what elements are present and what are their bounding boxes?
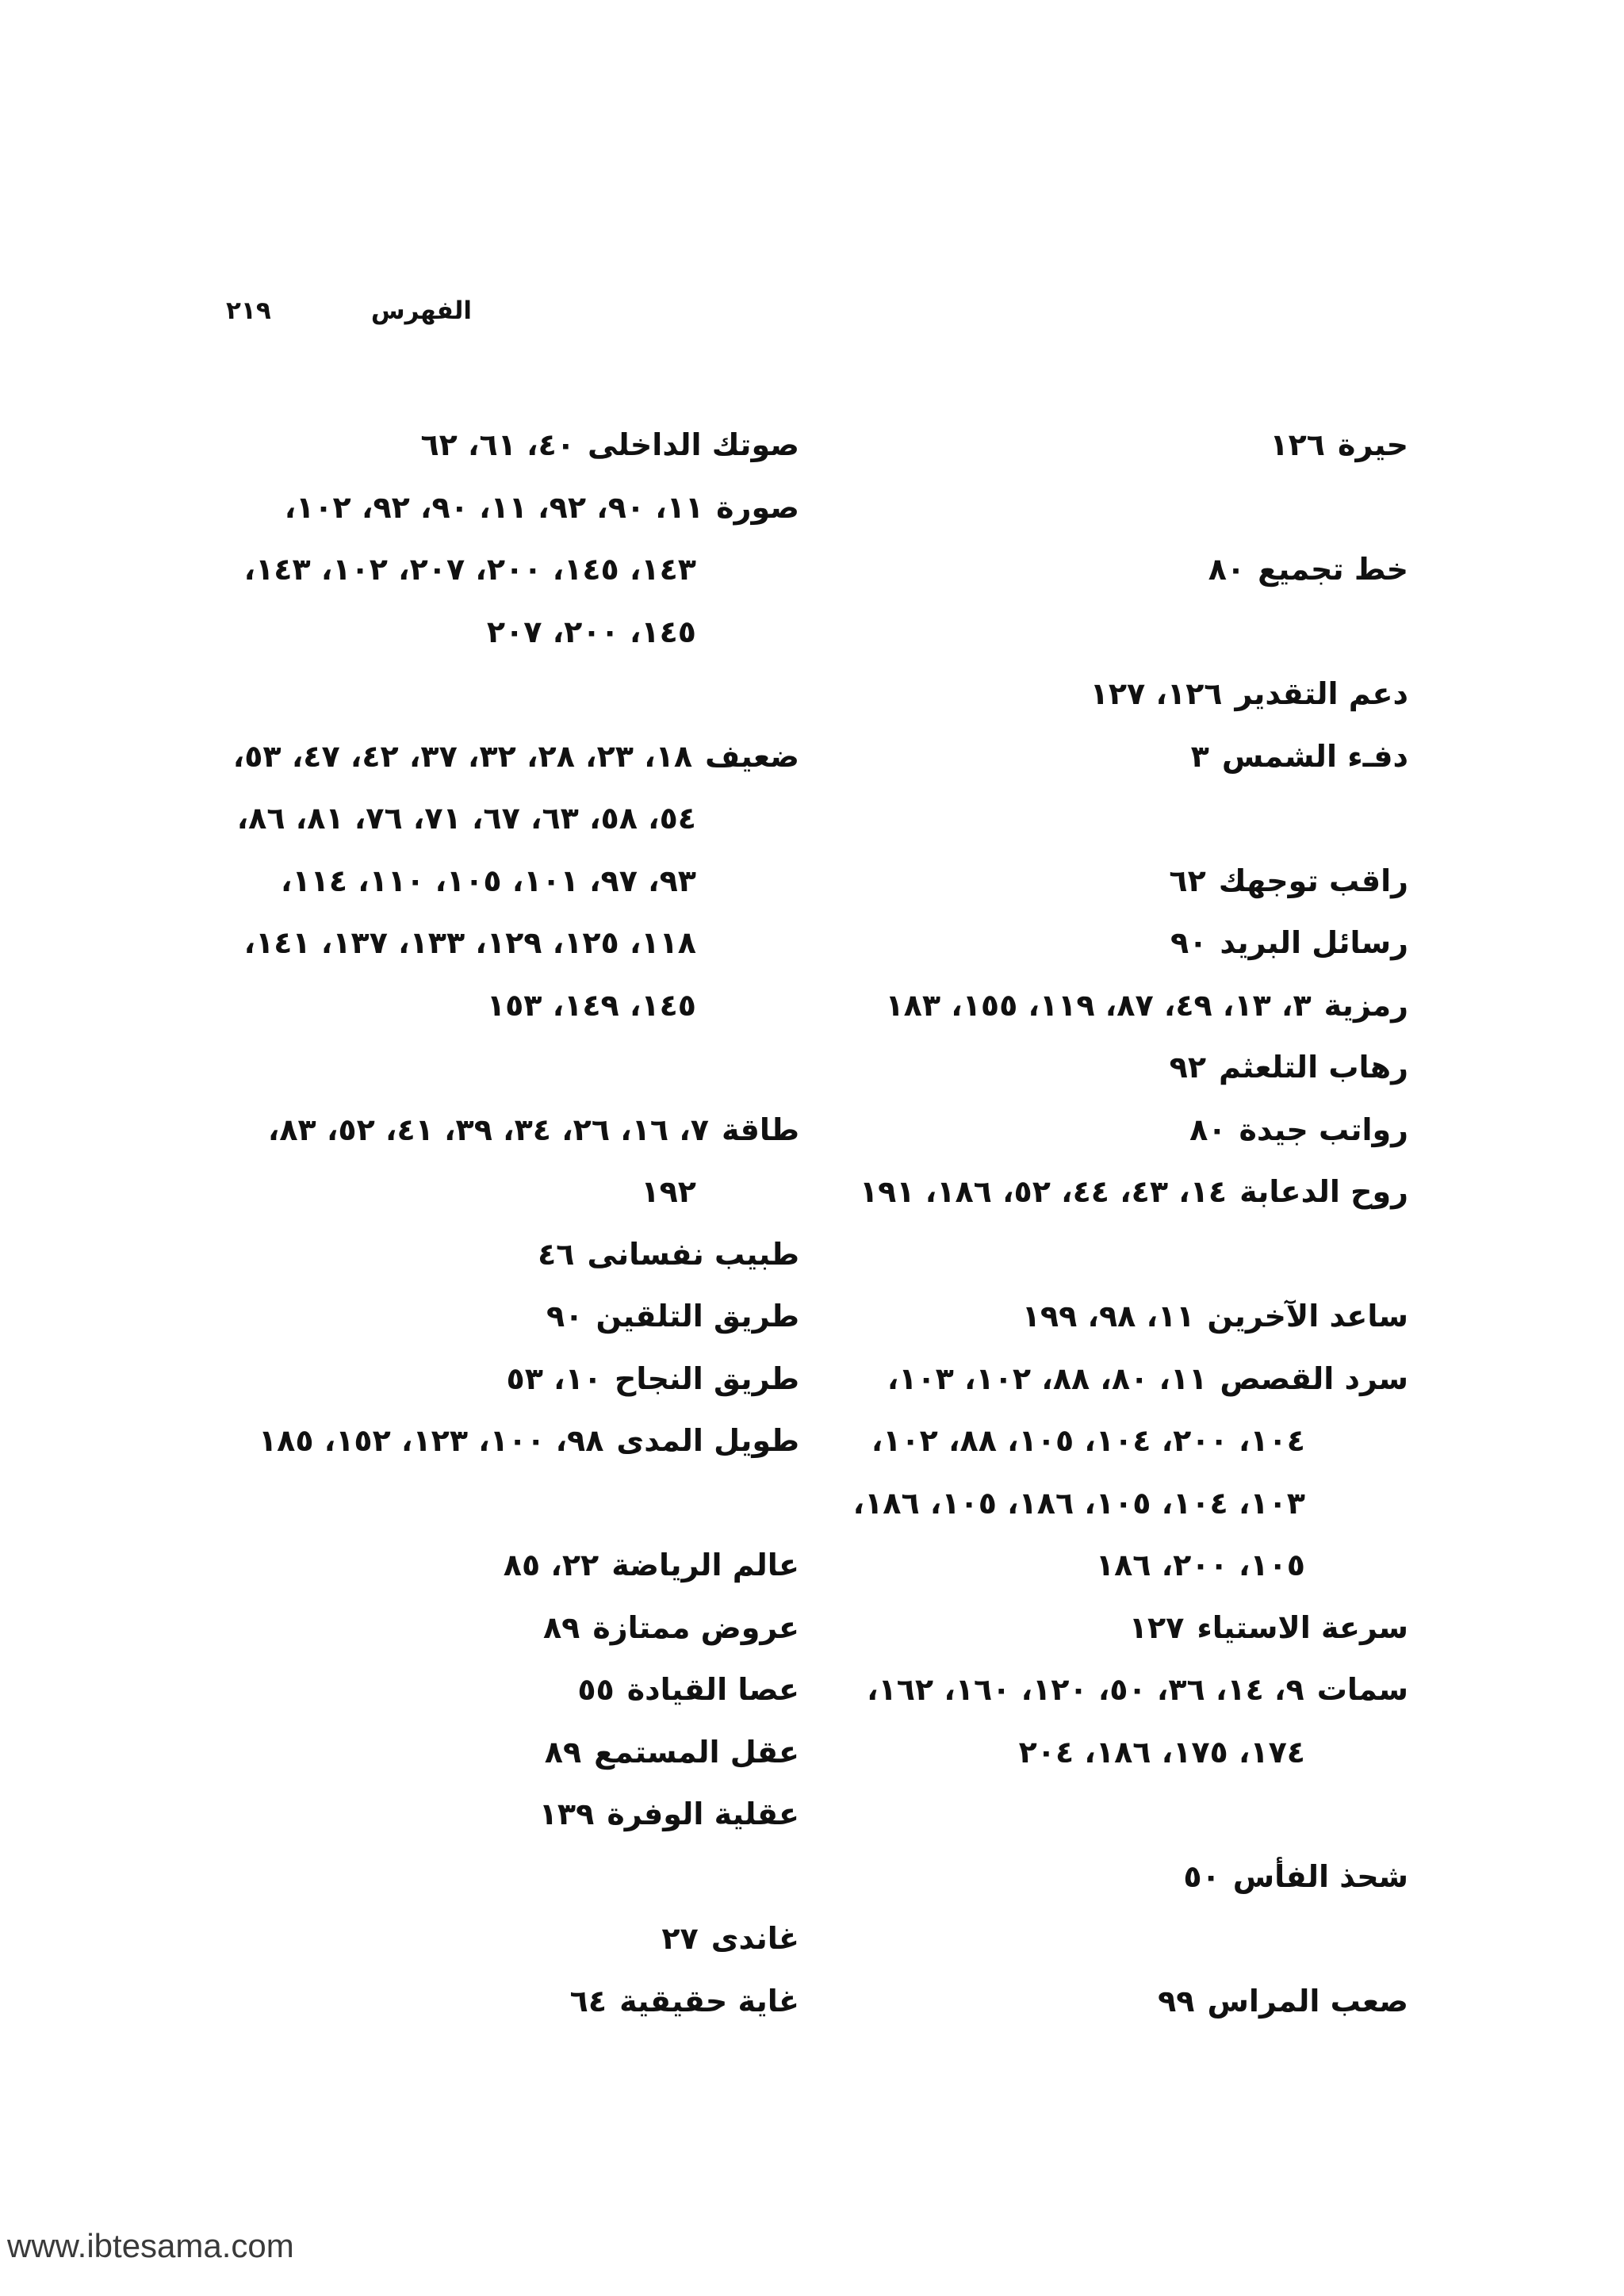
index-term: طاقة [722,1112,799,1147]
index-term: عقلية الوفرة [607,1797,799,1831]
running-header [226,290,472,331]
index-term: شحذ الفأس [1232,1858,1408,1894]
page-references: ٩٩ [1158,1983,1195,2019]
index-term: طريق النجاح [614,1360,799,1396]
page-references: ٨٩ [544,1734,582,1770]
spacer [837,1223,1408,1286]
index-entry [149,1721,799,1784]
page-references-continued: ١٠٣، ١٠٤، ١٠٥، ١٨٦، ١٠٥، ١٨٦، [852,1485,1305,1521]
index-term: طويل المدى [616,1423,799,1458]
index-entry [149,1597,799,1659]
index-entry [149,1970,799,2033]
page-references-continued: ١٩٢ [641,1174,696,1209]
page-references: ١٢٧ [1128,1609,1185,1645]
page-references: ١٨، ٢٣، ٢٨، ٣٢، ٣٧، ٤٢، ٤٧، ٥٣، [232,738,693,774]
index-column-right [837,414,1408,2032]
page-references: ٨٠ [1208,552,1246,587]
index-entry [837,1036,1408,1099]
index-entry [837,1597,1408,1659]
index-entry [837,850,1408,913]
index-entry [149,1099,799,1161]
page-references-continued: ٥٤، ٥٨، ٦٣، ٦٧، ٧١، ٧٦، ٨١، ٨٦، [236,801,696,836]
index-term: عصا القيادة [626,1672,799,1707]
index-entry [149,1659,799,1721]
page-references: ٧، ١٦، ٢٦، ٣٤، ٣٩، ٤١، ٥٢، ٨٣، [267,1112,709,1147]
index-entry [837,912,1408,974]
index-entry [837,1348,1408,1410]
index-entry [837,725,1408,788]
spacer [149,1036,799,1099]
spacer [837,1783,1408,1846]
index-entry [837,1099,1408,1161]
index-term: راقب توجهك [1218,863,1408,898]
page-references-continued: ١٠٥، ٢٠٠، ١٨٦ [1095,1548,1305,1582]
index-entry [837,974,1408,1037]
page-references: ٩، ١٤، ٣٦، ٥٠، ١٢٠، ١٦٠، ١٦٢، [867,1672,1304,1707]
spacer [149,1846,799,1908]
page-references: ١٠، ٥٣ [506,1360,602,1396]
index-term: سمات [1316,1672,1408,1707]
spacer [149,663,799,725]
page-references: ٣، ١٣، ٤٩، ٨٧، ١١٩، ١٥٥، ١٨٣ [885,987,1312,1023]
index-term: صوتك الداخلى [587,427,799,462]
page-references-continued: ١١٨، ١٢٥، ١٢٩، ١٣٣، ١٣٧، ١٤١، [243,925,696,960]
page-references-continued: ١٤٥، ٢٠٠، ٢٠٧ [486,614,696,649]
spacer [837,787,1408,850]
page-references: ١١، ٩٠، ٩٢، ١١، ٩٠، ٩٢، ١٠٢، [284,489,704,525]
page-references: ٥٥ [577,1672,615,1707]
page-references: ١١، ٨٠، ٨٨، ١٠٢، ١٠٣، [887,1360,1208,1396]
page-references: ١٢٦، ١٢٧ [1090,676,1223,711]
index-entry [149,1410,799,1472]
header-title: الفهرس [370,297,472,325]
index-entry [837,1285,1408,1348]
page-references: ٤٠، ٦١، ٦٢ [420,427,575,462]
page-references: ٢٢، ٨٥ [503,1548,599,1582]
page-references: ٦٤ [569,1983,607,2019]
index-entry [149,414,799,476]
index-term: دعم التقدير [1235,676,1408,711]
index-entry [149,1223,799,1286]
index-entry [149,1348,799,1410]
page-references-continued: ١٤٥، ١٤٩، ١٥٣ [486,987,696,1023]
page-references: ١٤، ٤٣، ٤٤، ٥٢، ١٨٦، ١٩١ [859,1174,1228,1209]
spacer [837,476,1408,539]
index-term: ضعيف [705,738,799,774]
index-entry [149,1285,799,1348]
index-term: دفـء الشمس [1221,738,1408,774]
index-term: عالم الرياضة [611,1548,799,1582]
index-entry [837,1659,1408,1721]
index-term: عروض ممتازة [592,1609,799,1645]
index-term: صورة [716,489,799,525]
index-entry [149,476,799,539]
index-entry [837,1970,1408,2033]
page-number: ٢١٩ [226,297,271,325]
page-references: ١٣٩ [538,1797,595,1831]
page-references: ٨٠ [1189,1112,1227,1147]
index-term: عقل المستمع [594,1734,799,1770]
index-entry [149,725,799,788]
index-entry [837,1846,1408,1908]
index-entry [837,538,1408,601]
spacer [837,601,1408,664]
index-term: رسائل البريد [1220,925,1408,960]
index-term: رواتب جيدة [1239,1112,1408,1147]
page-references: ٩٢ [1169,1050,1207,1085]
page-references-continued: ١٧٤، ١٧٥، ١٨٦، ٢٠٤ [1018,1734,1305,1770]
index-column-left [149,414,799,2032]
page-references: ١٢٦ [1270,427,1326,462]
page-references-continued: ١٠٤، ٢٠٠، ١٠٤، ١٠٥، ٨٨، ١٠٢، [871,1423,1305,1458]
spacer [837,1908,1408,1970]
index-term: طريق التلقين [596,1299,799,1334]
page-references: ٦٢ [1169,863,1206,898]
spacer [149,1472,799,1535]
index-term: سرد القصص [1220,1360,1408,1396]
page-references: ٩٨، ١٠٠، ١٢٣، ١٥٢، ١٨٥ [258,1423,604,1458]
page-references: ٣ [1190,738,1209,774]
index-term: روح الدعابة [1239,1174,1408,1209]
page-references: ٢٧ [661,1921,699,1956]
site-watermark: www.ibtesama.com [7,2227,294,2264]
page-references-continued: ١٤٣، ١٤٥، ٢٠٠، ٢٠٧، ١٠٢، ١٤٣، [243,552,696,587]
page-references: ٩٠ [546,1299,584,1334]
index-entry [837,1161,1408,1223]
index-term: رهاب التلعثم [1219,1050,1408,1085]
index-entry [837,663,1408,725]
index-entry [149,1534,799,1597]
page-references: ١١، ٩٨، ١٩٩ [1021,1299,1195,1334]
index-term: خط تجميع [1258,552,1408,587]
page-references: ٥٠ [1183,1858,1220,1894]
index-entry [149,1783,799,1846]
index-term: صعب المراس [1207,1983,1408,2019]
index-entry [837,414,1408,476]
page-references: ٨٩ [542,1609,580,1645]
index-term: طبيب نفسانى [587,1236,799,1272]
index-term: حيرة [1338,427,1408,462]
index-term: رمزية [1323,987,1408,1023]
index-term: ساعد الآخرين [1207,1299,1408,1334]
page-references-continued: ٩٣، ٩٧، ١٠١، ١٠٥، ١١٠، ١١٤، [281,863,696,898]
index-term: سرعة الاستياء [1197,1609,1408,1645]
index-entry [149,1908,799,1970]
page-references: ٤٦ [538,1236,575,1272]
index-term: غاية حقيقية [619,1983,799,2019]
index-term: غاندى [710,1921,799,1956]
page-references: ٩٠ [1170,925,1208,960]
